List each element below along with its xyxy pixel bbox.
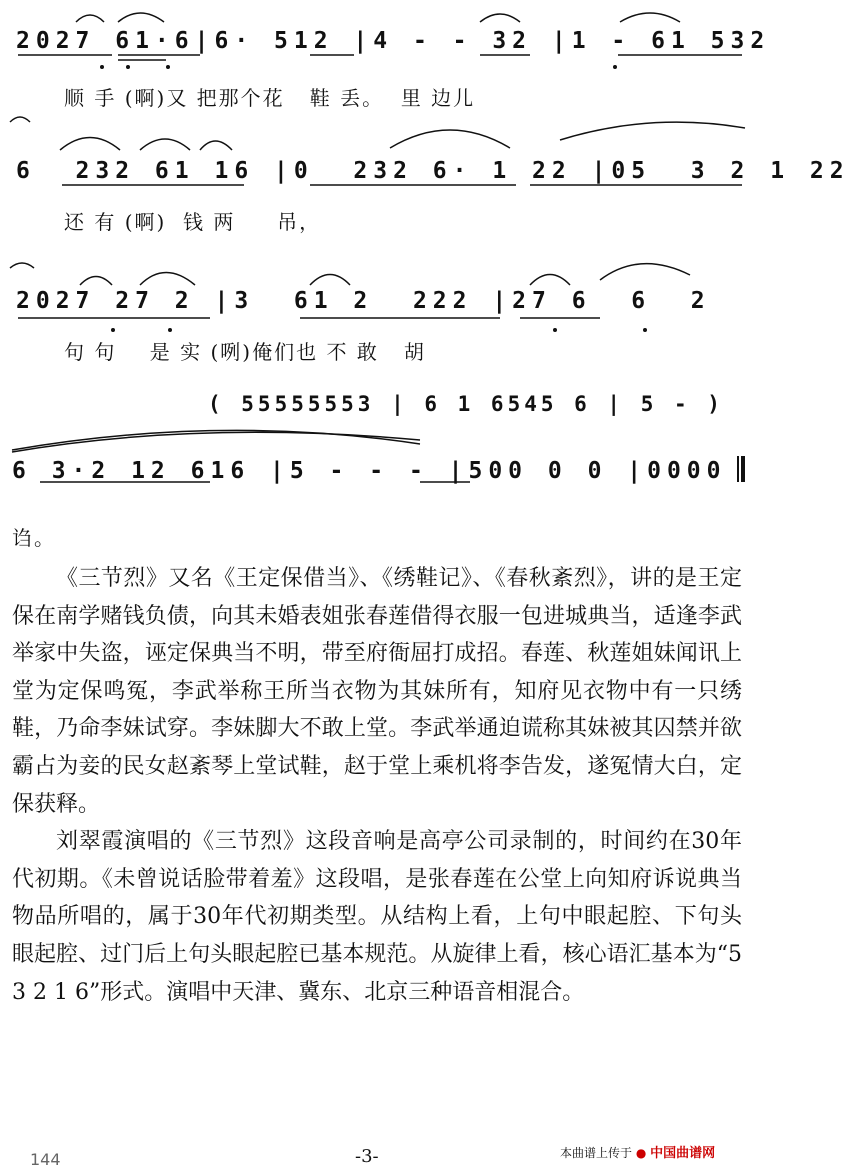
- score-line-4-notes: 6 3·2 12 616 |5 - - - |500 0 0 |0000: [12, 458, 727, 484]
- page-number: -3-: [355, 1146, 379, 1167]
- score-line-2-lyrics: 还 有 (啊) 钱 两 吊，: [64, 210, 322, 234]
- left-margin-mark: 144: [30, 1150, 61, 1169]
- instrumental-interlude: ( 55555553 | 6 1 6545 6 | 5 - ): [208, 392, 724, 416]
- score-trailing-lyric: 诌。: [12, 526, 56, 550]
- watermark-logo-icon: ●: [635, 1146, 647, 1160]
- score-line-2-notes: 6 232 61 16 |0 232 6· 1 22 |05 3 2 1 22: [16, 158, 850, 184]
- score-line-3-notes: 2027 27 2 |3 61 2 222 |27 6 6 2: [16, 288, 711, 314]
- paragraph-2: 刘翠霞演唱的《三节烈》这段音响是高亭公司录制的，时间约在30年代初期。《未曾说话脸带着羞》这段唱，是张春莲在公堂上向知府诉说典当物品所唱的，属于30年代初期类型。从结构上看，上句中眼起腔、下句头眼起腔、过门后上句头眼起腔已基本规范。从旋律上看，核心语汇基本为“5 3 2 1 6”形式。演唱中天津、冀东、北京三种语音相混合。: [12, 829, 742, 1005]
- watermark-site: 中国曲谱网: [650, 1146, 716, 1161]
- score-line-1-lyrics: 顺 手 (啊)又 把那个花 鞋 丢。 里 边儿: [64, 86, 476, 110]
- score-line-1-notes: 2027 61·6|6· 512 |4 - - 32 |1 - 61 532: [16, 28, 771, 54]
- article-body: [12, 560, 742, 1011]
- score-line-3-lyrics: 句 句 是 实 (咧)俺们也 不 敢 胡: [64, 340, 426, 364]
- paragraph-1: 《三节烈》又名《王定保借当》、《绣鞋记》、《春秋紊烈》，讲的是王定保在南学赌钱负债，向其未婚表姐张春莲借得衣服一包进城典当，适逢李武举家中失盗，诬定保典当不明，带至府衙屈打成招。春莲、秋莲姐妹闻讯上堂为定保鸣冤，李武举称王所当衣物为其妹所有，知府见衣物中有一只绣鞋，乃命李妹试穿。李妹脚大不敢上堂。李武举通迫谎称其妹被其囚禁并欲霸占为妾的民女赵紊琴上堂试鞋，赵于堂上乘机将李告发，遂冤情大白，定保获释。: [12, 566, 742, 817]
- music-score: [0, 0, 850, 330]
- watermark-prefix: 本曲谱上传于: [560, 1146, 633, 1160]
- watermark: [560, 1142, 715, 1161]
